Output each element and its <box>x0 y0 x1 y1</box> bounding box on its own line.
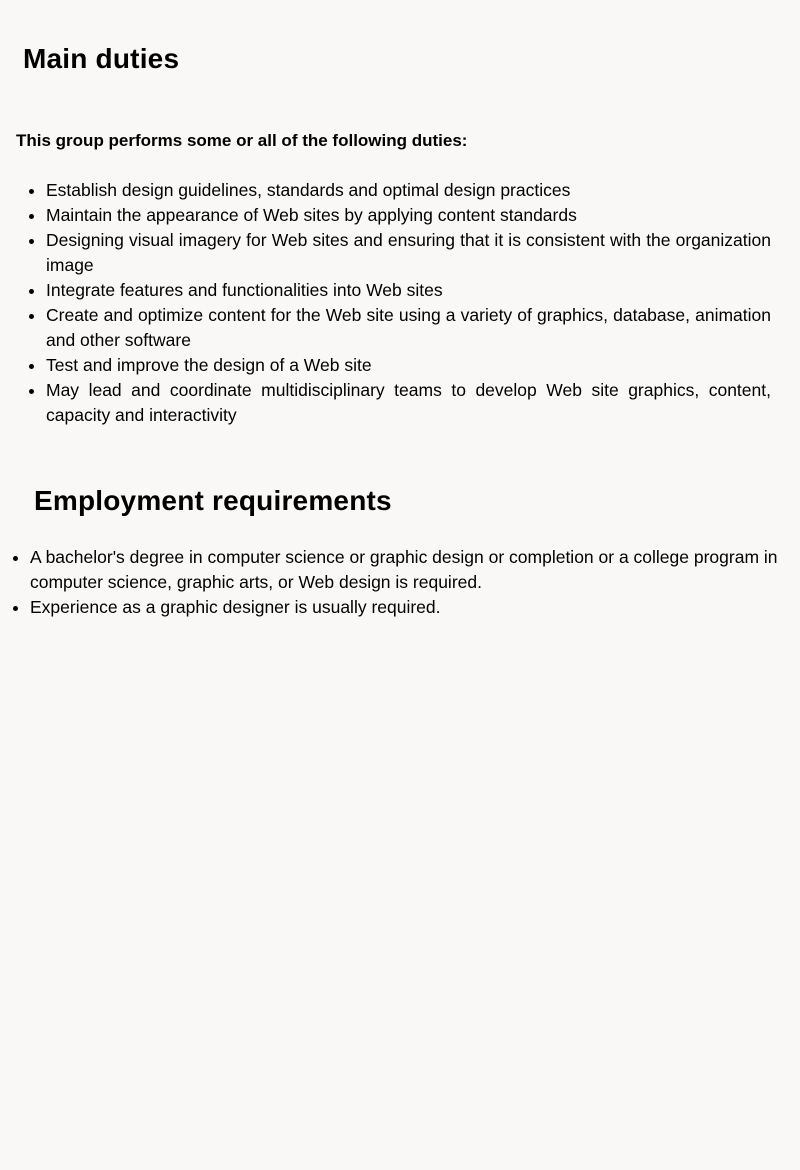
main-duties-heading: Main duties <box>23 43 180 74</box>
requirements-list <box>0 545 790 620</box>
list-item: • Integrate features and functionalities into Web sites <box>46 278 771 303</box>
duties-list <box>0 178 771 428</box>
list-item: • Create and optimize content for the Web site using a variety of graphics, database, animation and other software <box>46 303 771 353</box>
employment-requirements-heading: Employment requirements <box>34 485 392 516</box>
list-item: • Maintain the appearance of Web sites by applying content standards <box>46 203 771 228</box>
duties-intro: This group performs some or all of the following duties: <box>16 131 468 150</box>
list-item: • Establish design guidelines, standards and optimal design practices <box>46 178 771 203</box>
list-item: • Designing visual imagery for Web sites and ensuring that it is consistent with the organization image <box>46 228 771 278</box>
list-item: • May lead and coordinate multidisciplinary teams to develop Web site graphics, content, capacity and interactivity <box>46 378 771 428</box>
list-item: • A bachelor's degree in computer science or graphic design or completion or a college program in computer science, graphic arts, or Web design is required. <box>30 545 790 595</box>
list-item: • Experience as a graphic designer is usually required. <box>30 595 790 620</box>
list-item: • Test and improve the design of a Web site <box>46 353 771 378</box>
